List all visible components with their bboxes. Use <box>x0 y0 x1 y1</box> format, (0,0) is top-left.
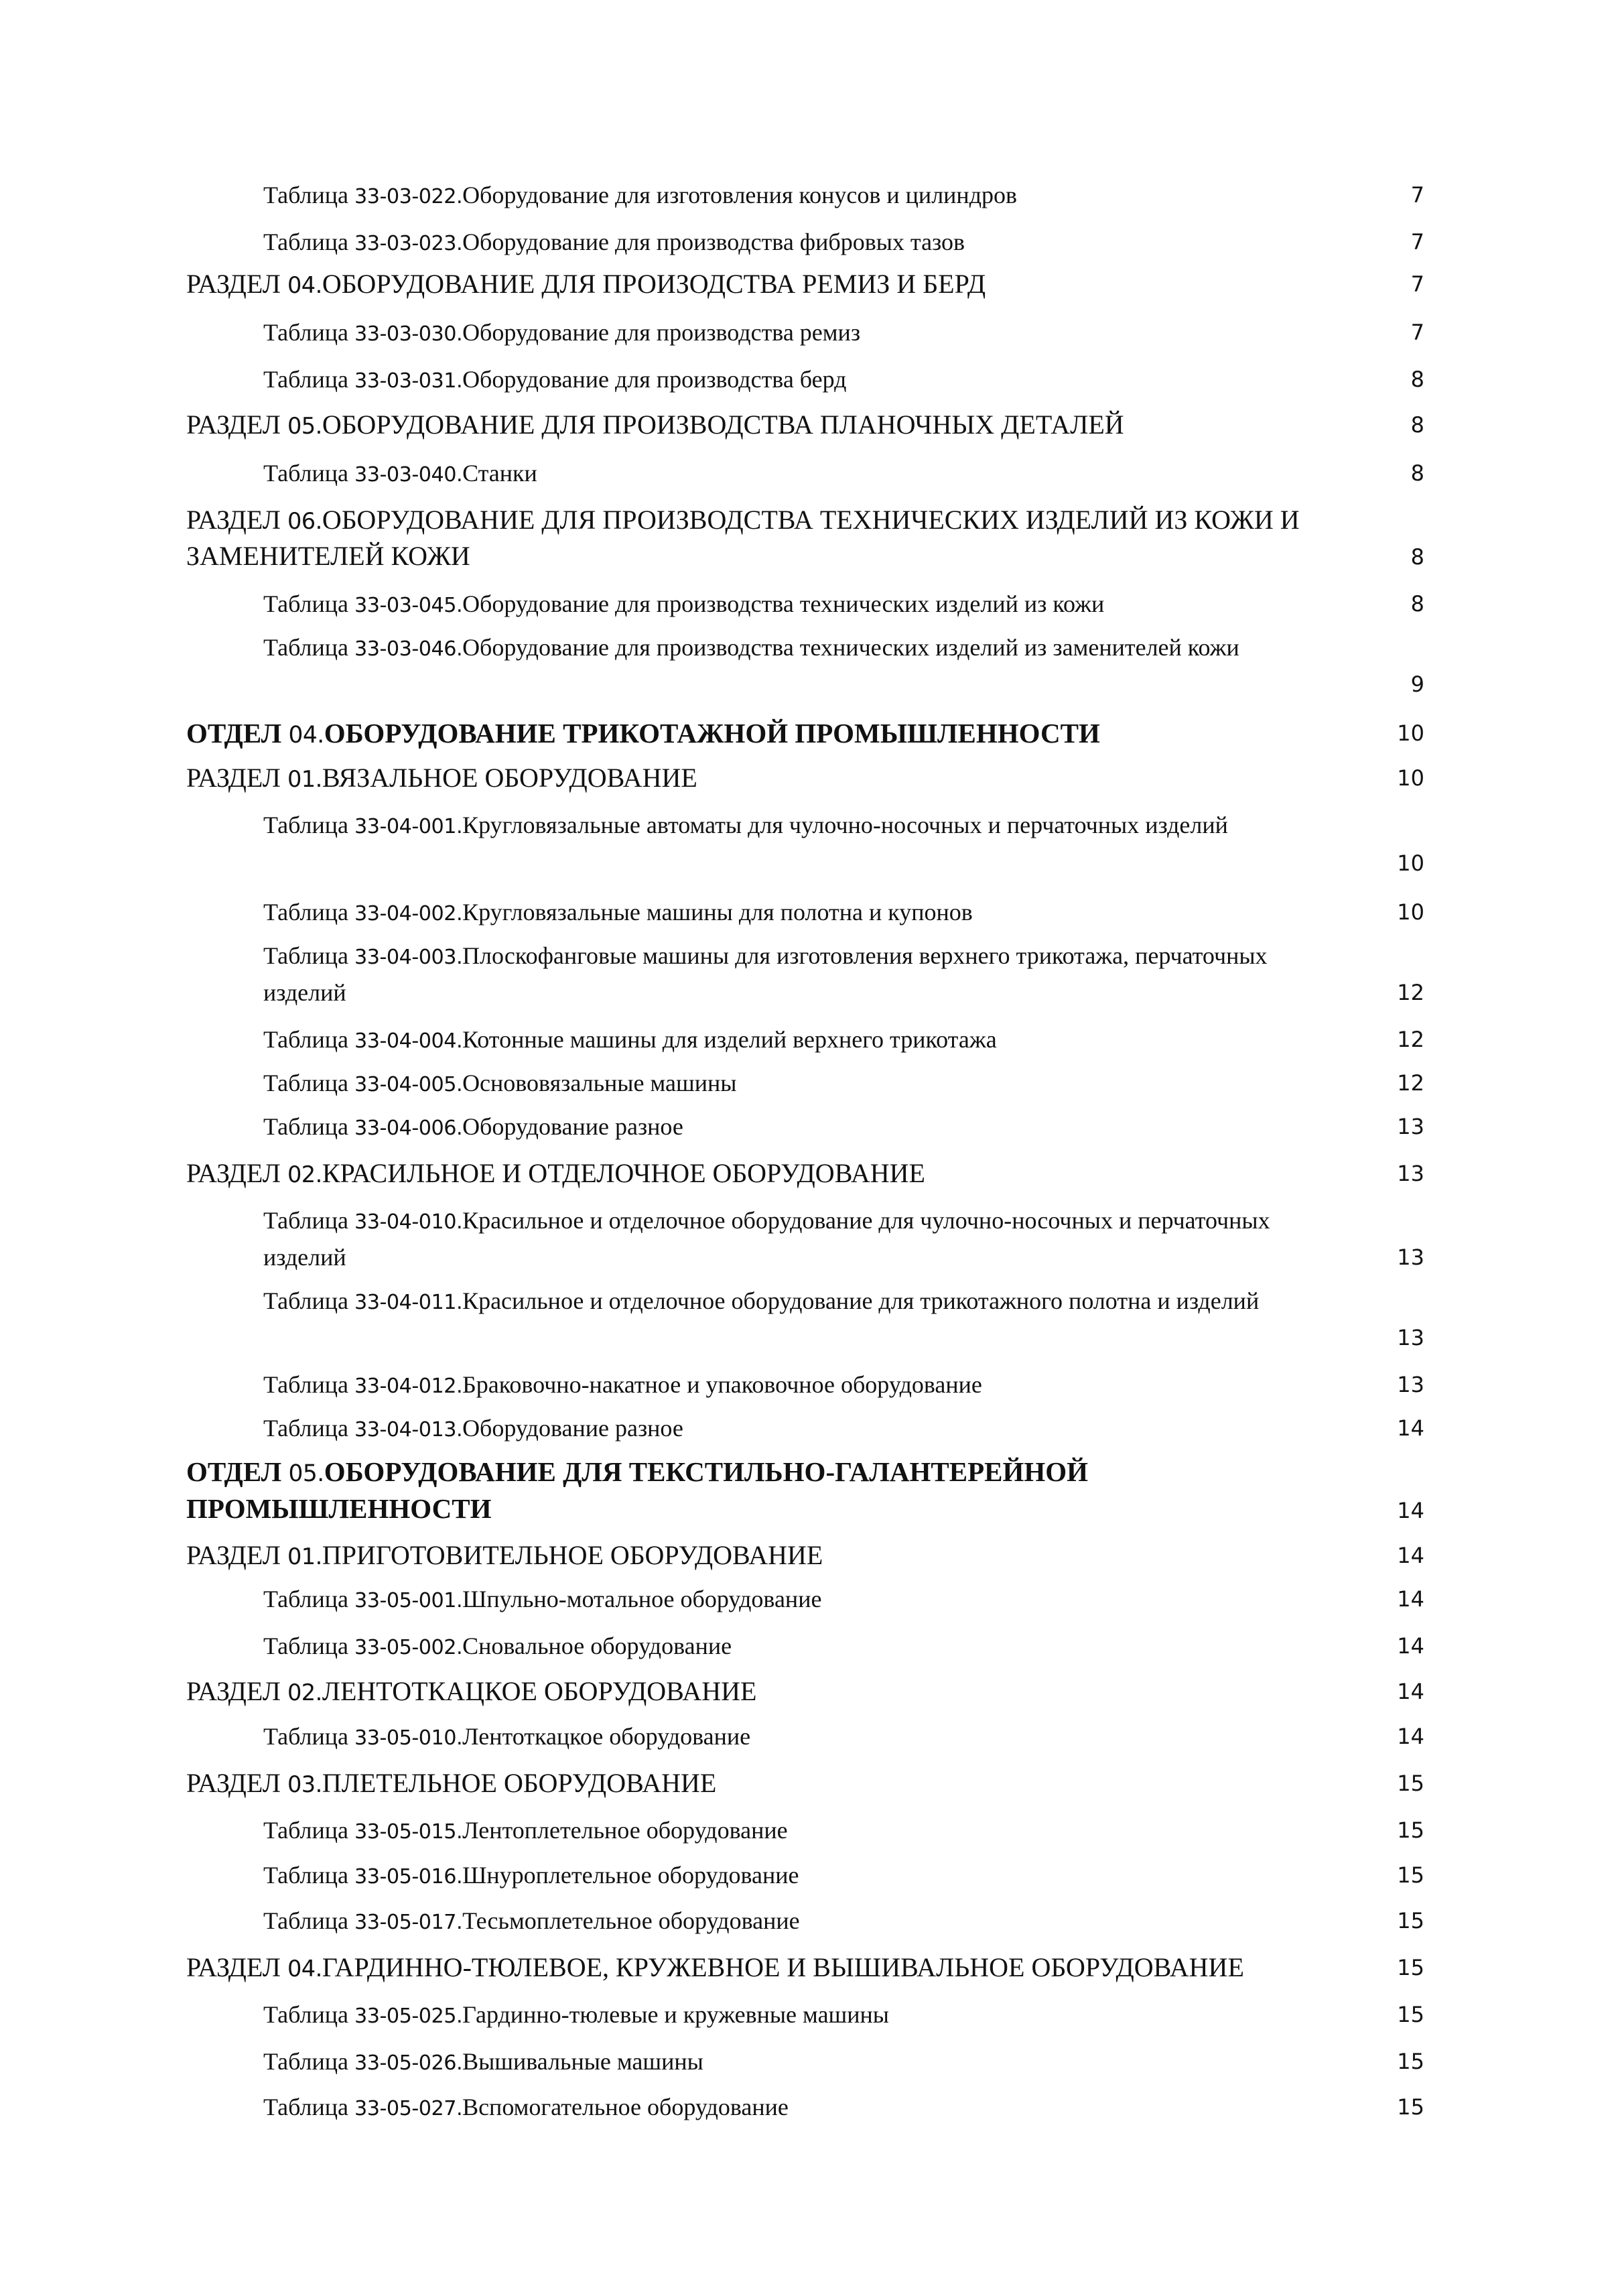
entry-prefix: Таблица <box>263 319 354 346</box>
page-number: 15 <box>1397 1862 1424 1888</box>
page-number: 14 <box>1397 1543 1424 1568</box>
entry-prefix: РАЗДЕЛ <box>186 1952 287 1982</box>
entry-code: 04. <box>287 272 322 298</box>
toc-entry-text <box>263 1022 1349 1059</box>
entry-code: 33-03-040. <box>354 463 463 487</box>
entry-title: Станки <box>462 460 537 487</box>
toc-entry-text <box>186 761 1349 797</box>
entry-code: 33-04-012. <box>354 1375 463 1398</box>
toc-entry-text <box>263 1283 1349 1320</box>
entry-title: Оборудование для производства берд <box>462 366 847 393</box>
page-number: 15 <box>1397 1771 1424 1796</box>
entry-prefix: Таблица <box>263 1371 354 1398</box>
entry-title: КРАСИЛЬНОЕ И ОТДЕЛОЧНОЕ ОБОРУДОВАНИЕ <box>322 1158 925 1188</box>
page-number: 14 <box>1397 1586 1424 1612</box>
page-number: 10 <box>1397 720 1424 746</box>
entry-code: 33-05-010. <box>354 1726 463 1750</box>
toc-entry-text <box>186 1766 1349 1802</box>
toc-entry-text <box>263 1997 1349 2034</box>
page-number: 13 <box>1397 1372 1424 1397</box>
page-number: 12 <box>1397 1070 1424 1096</box>
page-number: 13 <box>1397 1114 1424 1139</box>
entry-title: ПЛЕТЕЛЬНОЕ ОБОРУДОВАНИЕ <box>322 1768 717 1798</box>
page-number: 14 <box>1397 1633 1424 1659</box>
entry-prefix: ОТДЕЛ <box>186 1456 289 1487</box>
entry-title: Оборудование разное <box>462 1113 683 1140</box>
entry-code: 03. <box>287 1771 322 1797</box>
entry-code: 33-05-027. <box>354 2097 463 2120</box>
entry-code: 33-05-025. <box>354 2004 463 2028</box>
toc-entry-text <box>263 362 1349 399</box>
entry-code: 33-03-046. <box>354 637 463 661</box>
toc-entry-text <box>186 1674 1349 1710</box>
entry-code: 02. <box>287 1161 322 1188</box>
entry-prefix: ОТДЕЛ <box>186 718 289 749</box>
entry-code: 04. <box>288 722 324 749</box>
entry-title: ОБОРУДОВАНИЕ ДЛЯ ТЕКСТИЛЬНО-ГАЛАНТЕРЕЙНОЙ ПРОМЫШЛЕННОСТИ <box>186 1456 1089 1524</box>
entry-prefix: Таблица <box>263 229 354 255</box>
toc-entry-text <box>263 1367 1349 1404</box>
toc-entry-text <box>263 586 1349 623</box>
entry-title: Оборудование для производства технических изделий из кожи <box>462 590 1105 617</box>
page-number: 10 <box>1397 765 1424 791</box>
entry-code: 33-04-002. <box>354 902 463 926</box>
entry-prefix: Таблица <box>263 1862 354 1889</box>
entry-prefix: Таблица <box>263 1207 354 1234</box>
page-number: 7 <box>1410 182 1424 208</box>
entry-title: Вышивальные машины <box>462 2048 703 2075</box>
entry-prefix: Таблица <box>263 182 354 208</box>
toc-entry-text <box>263 895 1349 932</box>
entry-code: 33-05-017. <box>354 1911 463 1934</box>
page-number: 7 <box>1410 271 1424 297</box>
page-number: 10 <box>1397 899 1424 925</box>
entry-code: 33-05-016. <box>354 1865 463 1889</box>
page-number: 13 <box>1397 1325 1424 1350</box>
entry-prefix: Таблица <box>263 1907 354 1934</box>
entry-code: 33-03-030. <box>354 322 463 346</box>
entry-code: 33-04-011. <box>354 1291 463 1314</box>
entry-title: ПРИГОТОВИТЕЛЬНОЕ ОБОРУДОВАНИЕ <box>322 1540 823 1570</box>
toc-entry-text <box>263 1109 1349 1146</box>
page-number: 8 <box>1410 544 1424 570</box>
entry-title: Оборудование разное <box>462 1415 683 1442</box>
entry-title: ВЯЗАЛЬНОЕ ОБОРУДОВАНИЕ <box>322 763 697 793</box>
entry-prefix: Таблица <box>263 366 354 393</box>
entry-code: 33-05-015. <box>354 1820 463 1844</box>
entry-code: 33-05-026. <box>354 2051 463 2075</box>
entry-prefix: Таблица <box>263 1026 354 1053</box>
entry-title: Оборудование для производства фибровых тазов <box>462 229 965 255</box>
entry-code: 05. <box>288 1460 324 1487</box>
entry-prefix: Таблица <box>263 460 354 487</box>
entry-title: Шнуроплетельное оборудование <box>462 1862 799 1889</box>
page-number: 7 <box>1410 229 1424 255</box>
toc-entry-text <box>263 225 1349 261</box>
toc-entry-text <box>263 1411 1349 1448</box>
entry-code: 04. <box>287 1956 322 1982</box>
toc-entry-text <box>186 503 1349 574</box>
entry-title: Оборудование для изготовления конусов и цилиндров <box>462 182 1018 208</box>
page-number: 9 <box>1410 672 1424 697</box>
page-number: 15 <box>1397 2002 1424 2027</box>
entry-code: 06. <box>287 508 322 534</box>
entry-prefix: РАЗДЕЛ <box>186 409 287 440</box>
entry-prefix: Таблица <box>263 2094 354 2120</box>
toc-entry-text <box>186 407 1349 444</box>
toc-entry-text <box>263 2090 1349 2126</box>
entry-code: 33-05-001. <box>354 1589 463 1612</box>
entry-code: 01. <box>287 1543 322 1570</box>
entry-title: Оборудование для производства технических изделий из заменителей кожи <box>462 634 1239 661</box>
entry-prefix: РАЗДЕЛ <box>186 505 287 535</box>
page-number: 14 <box>1397 1415 1424 1441</box>
page-number: 10 <box>1397 850 1424 876</box>
entry-prefix: Таблица <box>263 899 354 926</box>
entry-prefix: Таблица <box>263 634 354 661</box>
entry-prefix: Таблица <box>263 1723 354 1750</box>
entry-code: 33-04-005. <box>354 1073 463 1096</box>
toc-entry-text <box>263 1813 1349 1850</box>
entry-prefix: Таблица <box>263 1415 354 1442</box>
toc-entry-text <box>263 1066 1349 1102</box>
entry-code: 33-03-031. <box>354 369 463 393</box>
entry-prefix: Таблица <box>263 1586 354 1612</box>
page-number: 12 <box>1397 1027 1424 1052</box>
entry-title: Лентоплетельное оборудование <box>462 1817 788 1844</box>
entry-prefix: Таблица <box>263 1633 354 1659</box>
toc-entry-text <box>263 1903 1349 1940</box>
toc-entry-text <box>263 1203 1349 1275</box>
entry-title: Кругловязальные машины для полотна и купонов <box>462 899 973 926</box>
entry-title: Основовязальные машины <box>462 1070 737 1096</box>
page-number: 8 <box>1410 412 1424 438</box>
entry-prefix: Таблица <box>263 2001 354 2028</box>
toc-entry-text <box>263 315 1349 352</box>
entry-prefix: РАЗДЕЛ <box>186 269 287 299</box>
toc-entry-text <box>263 808 1349 844</box>
page-number: 8 <box>1410 460 1424 486</box>
entry-prefix: Таблица <box>263 1113 354 1140</box>
entry-code: 05. <box>287 413 322 439</box>
entry-code: 33-05-002. <box>354 1636 463 1659</box>
toc-entry-text <box>263 938 1349 1010</box>
toc-entry-text <box>263 630 1349 667</box>
entry-code: 33-04-001. <box>354 815 463 838</box>
entry-code: 33-04-003. <box>354 946 463 969</box>
page-number: 8 <box>1410 591 1424 617</box>
page-number: 15 <box>1397 1908 1424 1933</box>
toc-entry-text <box>186 1950 1349 1986</box>
toc-entry-text <box>263 1629 1349 1665</box>
entry-code: 33-04-010. <box>354 1210 463 1234</box>
toc-entry-text <box>186 1156 1349 1192</box>
toc-entry-text <box>186 1538 1349 1574</box>
entry-title: Красильное и отделочное оборудование для трикотажного полотна и изделий <box>462 1287 1260 1314</box>
page-number: 8 <box>1410 367 1424 392</box>
entry-code: 33-04-006. <box>354 1117 463 1140</box>
entry-title: Браковочно-накатное и упаковочное оборудование <box>462 1371 982 1398</box>
toc-entry-text <box>186 1454 1349 1526</box>
entry-title: ОБОРУДОВАНИЕ ДЛЯ ПРОИЗВОДСТВА ПЛАНОЧНЫХ ДЕТАЛЕЙ <box>322 409 1124 440</box>
entry-prefix: РАЗДЕЛ <box>186 763 287 793</box>
page-number: 14 <box>1397 1724 1424 1749</box>
entry-prefix: РАЗДЕЛ <box>186 1676 287 1706</box>
page-number: 13 <box>1397 1245 1424 1270</box>
toc-entry-text <box>263 178 1349 214</box>
entry-prefix: РАЗДЕЛ <box>186 1768 287 1798</box>
toc-entry-text <box>263 1719 1349 1756</box>
entry-code: 02. <box>287 1679 322 1706</box>
page-number: 15 <box>1397 1955 1424 1980</box>
page-number: 14 <box>1397 1498 1424 1523</box>
entry-title: Кругловязальные автоматы для чулочно-носочных и перчаточных изделий <box>462 812 1228 838</box>
entry-code: 33-03-023. <box>354 232 463 255</box>
entry-title: Красильное и отделочное оборудование для чулочно-носочных и перчаточных изделий <box>263 1207 1270 1271</box>
entry-prefix: Таблица <box>263 1287 354 1314</box>
entry-prefix: РАЗДЕЛ <box>186 1158 287 1188</box>
entry-title: ОБОРУДОВАНИЕ ДЛЯ ПРОИЗОДСТВА РЕМИЗ И БЕРД <box>322 269 986 299</box>
entry-title: Вспомогательное оборудование <box>462 2094 789 2120</box>
entry-code: 33-03-045. <box>354 594 463 617</box>
entry-prefix: Таблица <box>263 1817 354 1844</box>
entry-prefix: РАЗДЕЛ <box>186 1540 287 1570</box>
entry-title: Шпульно-мотальное оборудование <box>462 1586 822 1612</box>
page-number: 14 <box>1397 1679 1424 1704</box>
toc-entry-text <box>186 716 1349 753</box>
entry-code: 33-03-022. <box>354 185 463 208</box>
page-number: 13 <box>1397 1161 1424 1186</box>
page-number: 15 <box>1397 2094 1424 2120</box>
entry-title: ЛЕНТОТКАЦКОЕ ОБОРУДОВАНИЕ <box>322 1676 757 1706</box>
toc-entry-text <box>263 456 1349 493</box>
entry-title: Котонные машины для изделий верхнего трикотажа <box>462 1026 997 1053</box>
page-number: 12 <box>1397 980 1424 1005</box>
toc-entry-text <box>186 267 1349 303</box>
entry-title: ОБОРУДОВАНИЕ ДЛЯ ПРОИЗВОДСТВА ТЕХНИЧЕСКИХ ИЗДЕЛИЙ ИЗ КОЖИ И ЗАМЕНИТЕЛЕЙ КОЖИ <box>186 505 1300 571</box>
entry-title: ГАРДИННО-ТЮЛЕВОЕ, КРУЖЕВНОЕ И ВЫШИВАЛЬНОЕ ОБОРУДОВАНИЕ <box>322 1952 1244 1982</box>
entry-title: Лентоткацкое оборудование <box>462 1723 751 1750</box>
entry-code: 01. <box>287 766 322 792</box>
entry-title: Сновальное оборудование <box>462 1633 732 1659</box>
entry-title: Плоскофанговые машины для изготовления верхнего трикотажа, перчаточных изделий <box>263 942 1268 1006</box>
page-number: 7 <box>1410 320 1424 345</box>
entry-title: Тесьмоплетельное оборудование <box>462 1907 800 1934</box>
entry-title: ОБОРУДОВАНИЕ ТРИКОТАЖНОЙ ПРОМЫШЛЕННОСТИ <box>324 718 1100 749</box>
toc-entry-text <box>263 1858 1349 1895</box>
entry-title: Оборудование для производства ремиз <box>462 319 861 346</box>
entry-prefix: Таблица <box>263 2048 354 2075</box>
entry-prefix: Таблица <box>263 1070 354 1096</box>
entry-title: Гардинно-тюлевые и кружевные машины <box>462 2001 889 2028</box>
page-number: 15 <box>1397 1817 1424 1843</box>
toc-entry-text <box>263 2044 1349 2081</box>
entry-prefix: Таблица <box>263 942 354 969</box>
entry-prefix: Таблица <box>263 590 354 617</box>
entry-code: 33-04-013. <box>354 1418 463 1442</box>
page-number: 15 <box>1397 2049 1424 2074</box>
entry-code: 33-04-004. <box>354 1029 463 1053</box>
entry-prefix: Таблица <box>263 812 354 838</box>
toc-entry-text <box>263 1582 1349 1618</box>
